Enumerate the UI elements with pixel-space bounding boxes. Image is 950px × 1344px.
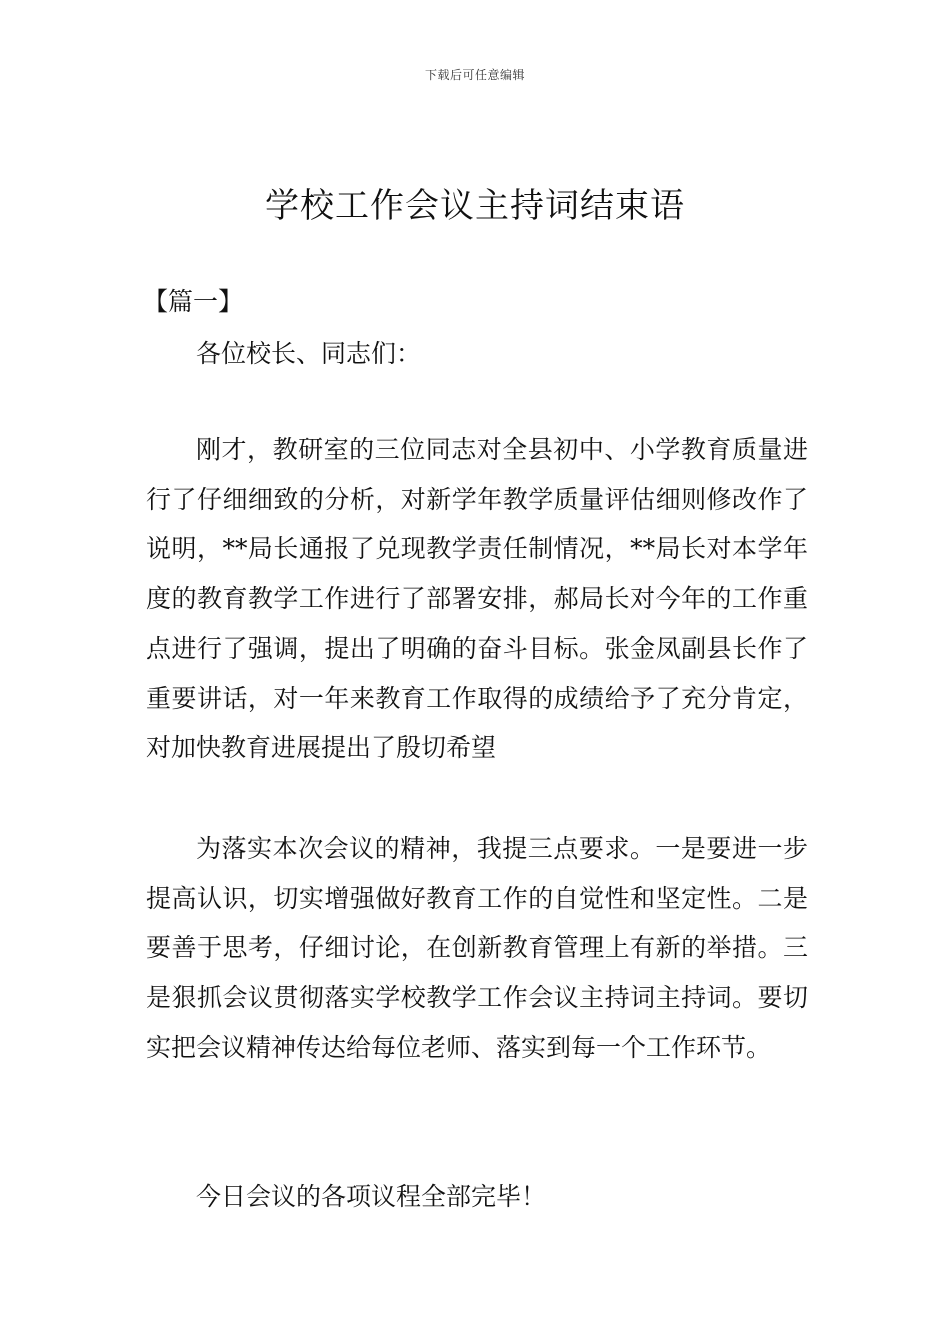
section-label: 【篇一】 [143,287,244,316]
closing-paragraph: 今日会议的各项议程全部完毕！ [196,1182,547,1211]
greeting-paragraph: 各位校长、同志们： [196,339,422,368]
body-paragraph-2: 为落实本次会议的精神，我提三点要求。一是要进一步提高认识，切实增强做好教育工作的自觉性和坚定性。二是要善于思考，仔细讨论，在创新教育管理上有新的举措。三是狠抓会议贯彻落实学校教学工作会议主持词主持词。要切实把会议精神传达给每位老师、落实到每一个工作环节。 [146,834,808,1062]
document-title: 学校工作会议主持词结束语 [265,186,685,226]
header-note: 下载后可任意编辑 [424,68,525,82]
body-paragraph-1: 刚才，教研室的三位同志对全县初中、小学教育质量进行了仔细细致的分析，对新学年教学质量评估细则修改作了说明，**局长通报了兑现教学责任制情况，**局长对本学年度的教育教学工作进行了部署安排，郝局长对今年的工作重点进行了强调，提出了明确的奋斗目标。张金凤副县长作了重要讲话，对一年来教育工作取得的成绩给予了充分肯定，对加快教育进展提出了殷切希望 [146,435,808,763]
